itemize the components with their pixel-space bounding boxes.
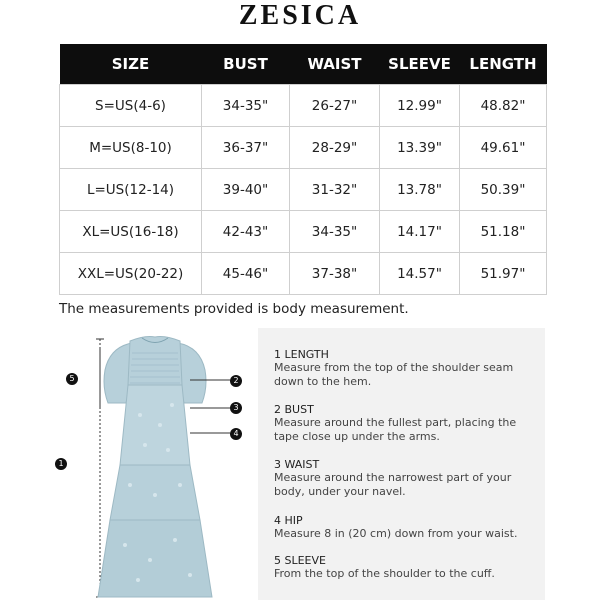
cell-sleeve: 13.39" (380, 127, 460, 169)
brand-logo: ZESICA (238, 0, 362, 31)
marker-4: 4 (230, 428, 242, 440)
instruction-title: 5 SLEEVE (274, 554, 326, 567)
header-sleeve: SLEEVE (380, 44, 460, 85)
cell-size: S=US(4-6) (60, 85, 202, 127)
marker-2: 2 (230, 375, 242, 387)
cell-waist: 31-32" (290, 169, 380, 211)
table-row (60, 253, 547, 295)
cell-waist: 34-35" (290, 211, 380, 253)
instruction-title: 2 BUST (274, 403, 314, 416)
dress-figure-svg (50, 325, 250, 600)
marker-5: 5 (66, 373, 78, 385)
cell-size: XXL=US(20-22) (60, 253, 202, 295)
cell-length: 49.61" (460, 127, 547, 169)
cell-bust: 42-43" (202, 211, 290, 253)
dress-shape (98, 337, 212, 598)
instruction-length (274, 348, 544, 389)
cell-bust: 34-35" (202, 85, 290, 127)
cell-length: 51.97" (460, 253, 547, 295)
instruction-title: 4 HIP (274, 514, 303, 527)
header-length: LENGTH (460, 44, 547, 85)
instruction-bust (274, 403, 544, 444)
header-bust: BUST (202, 44, 290, 85)
instruction-desc: Measure around the fullest part, placing the tape close up under the arms. (274, 416, 517, 443)
instruction-waist (274, 458, 544, 499)
cell-bust: 45-46" (202, 253, 290, 295)
instruction-desc: From the top of the shoulder to the cuff. (274, 567, 495, 580)
header-waist: WAIST (290, 44, 380, 85)
cell-length: 50.39" (460, 169, 547, 211)
cell-bust: 36-37" (202, 127, 290, 169)
size-chart-table (59, 44, 547, 295)
cell-length: 51.18" (460, 211, 547, 253)
cell-size: XL=US(16-18) (60, 211, 202, 253)
instructions-panel (258, 328, 545, 600)
cell-waist: 37-38" (290, 253, 380, 295)
measurement-note: The measurements provided is body measurement. (59, 301, 409, 317)
instruction-title: 1 LENGTH (274, 348, 329, 361)
cell-bust: 39-40" (202, 169, 290, 211)
table-row (60, 169, 547, 211)
marker-1: 1 (55, 458, 67, 470)
cell-size: L=US(12-14) (60, 169, 202, 211)
table-header-row (60, 44, 547, 85)
table-row (60, 211, 547, 253)
cell-waist: 26-27" (290, 85, 380, 127)
cell-length: 48.82" (460, 85, 547, 127)
instruction-sleeve (274, 554, 544, 581)
instruction-title: 3 WAIST (274, 458, 320, 471)
cell-sleeve: 13.78" (380, 169, 460, 211)
table-row (60, 85, 547, 127)
instruction-desc: Measure around the narrowest part of your body, under your navel. (274, 471, 512, 498)
table-row (60, 127, 547, 169)
instruction-hip (274, 514, 544, 541)
header-size: SIZE (60, 44, 202, 85)
cell-sleeve: 14.17" (380, 211, 460, 253)
dress-illustration (50, 325, 250, 600)
instruction-desc: Measure 8 in (20 cm) down from your waist. (274, 527, 518, 540)
cell-waist: 28-29" (290, 127, 380, 169)
cell-sleeve: 14.57" (380, 253, 460, 295)
cell-size: M=US(8-10) (60, 127, 202, 169)
instruction-desc: Measure from the top of the shoulder seam down to the hem. (274, 361, 514, 388)
marker-3: 3 (230, 402, 242, 414)
cell-sleeve: 12.99" (380, 85, 460, 127)
